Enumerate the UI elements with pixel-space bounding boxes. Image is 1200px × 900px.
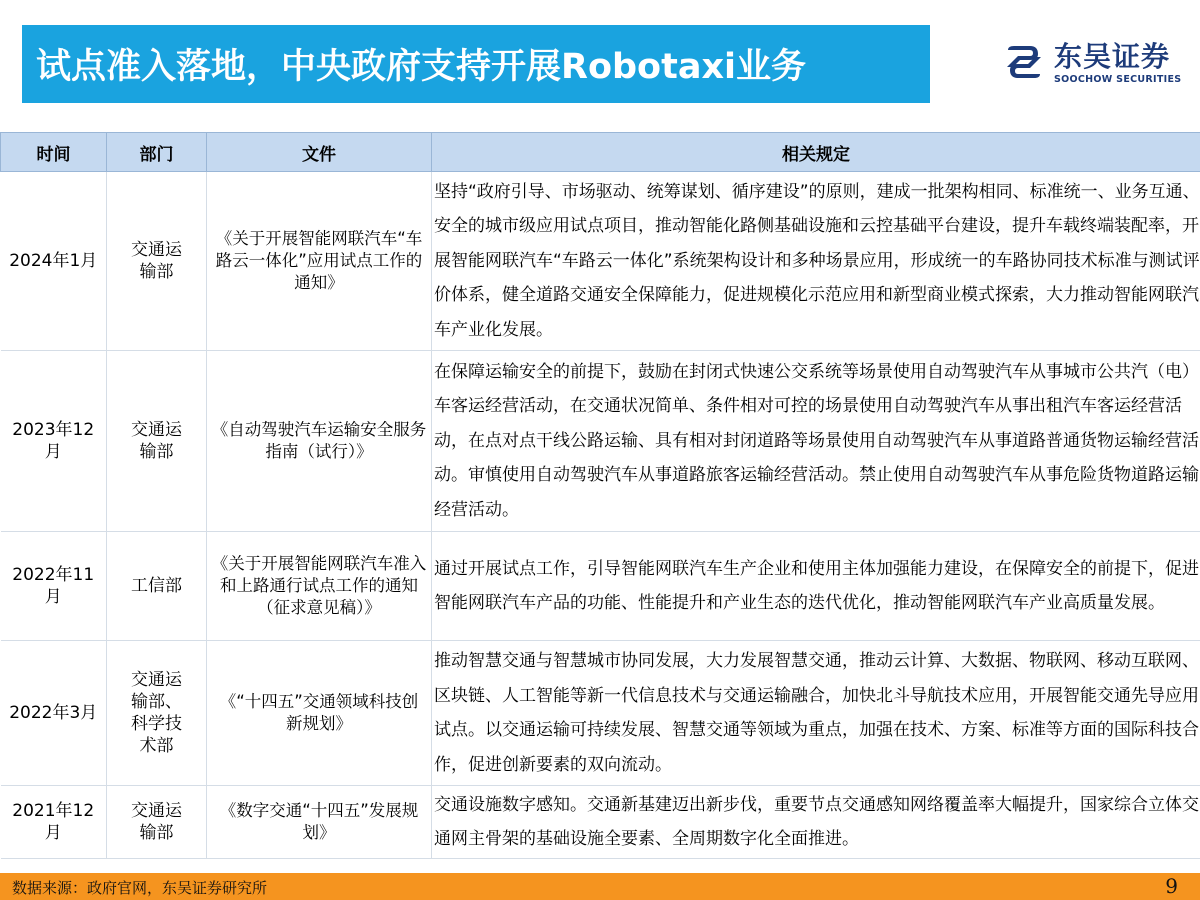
cell-dept: 交通运输部 — [107, 351, 207, 532]
logo-cn-text: 东吴证券 — [1054, 40, 1171, 73]
table-row — [1, 641, 1200, 786]
cell-rule: 交通设施数字感知。交通新基建迈出新步伐，重要节点交通感知网络覆盖率大幅提升，国家综合立体交通网主骨架的基础设施全要素、全周期数字化全面推进。 — [432, 786, 1200, 859]
cell-dept: 交通运输部、科学技术部 — [107, 641, 207, 786]
cell-rule: 坚持“政府引导、市场驱动、统筹谋划、循序建设”的原则，建成一批架构相同、标准统一、业务互通、安全的城市级应用试点项目，推动智能化路侧基础设施和云控基础平台建设，提升车载终端装配率，开展智能网联汽车“车路云一体化”系统架构设计和多种场景应用，形成统一的车路协同技术标准与测试评价体系，健全道路交通安全保障能力，促进规模化示范应用和新型商业模式探索，大力推动智能网联汽车产业化发展。 — [432, 172, 1200, 351]
cell-time: 2022年11月 — [1, 532, 107, 641]
cell-dept: 交通运输部 — [107, 786, 207, 859]
cell-rule: 通过开展试点工作，引导智能网联汽车生产企业和使用主体加强能力建设，在保障安全的前提下，促进智能网联汽车产品的功能、性能提升和产业生态的迭代优化，推动智能网联汽车产业高质量发展。 — [432, 532, 1200, 641]
header-dept: 部门 — [107, 133, 207, 172]
table-row — [1, 351, 1200, 532]
table-row — [1, 172, 1200, 351]
cell-time: 2024年1月 — [1, 172, 107, 351]
table-header-row — [1, 133, 1200, 172]
header-time: 时间 — [1, 133, 107, 172]
soochow-logo-icon — [1004, 42, 1044, 82]
cell-doc: 《自动驾驶汽车运输安全服务指南（试行）》 — [207, 351, 432, 532]
cell-time: 2021年12月 — [1, 786, 107, 859]
title-bar — [22, 25, 930, 103]
page-title: 试点准入落地，中央政府支持开展Robotaxi业务 — [36, 47, 807, 87]
page-number: 9 — [1165, 874, 1178, 898]
cell-dept: 交通运输部 — [107, 172, 207, 351]
logo-en-text: SOOCHOW SECURITIES — [1054, 74, 1182, 85]
table-row — [1, 532, 1200, 641]
cell-rule: 在保障运输安全的前提下，鼓励在封闭式快速公交系统等场景使用自动驾驶汽车从事城市公共汽（电）车客运经营活动，在交通状况简单、条件相对可控的场景使用自动驾驶汽车从事出租汽车客运经营活动，在点对点干线公路运输、具有相对封闭道路等场景使用自动驾驶汽车从事道路普通货物运输经营活动。审慎使用自动驾驶汽车从事道路旅客运输经营活动。禁止使用自动驾驶汽车从事危险货物道路运输经营活动。 — [432, 351, 1200, 532]
policy-table — [0, 132, 1200, 859]
table-row — [1, 786, 1200, 859]
cell-doc: 《关于开展智能网联汽车准入和上路通行试点工作的通知（征求意见稿）》 — [207, 532, 432, 641]
cell-time: 2023年12月 — [1, 351, 107, 532]
cell-dept: 工信部 — [107, 532, 207, 641]
cell-rule: 推动智慧交通与智慧城市协同发展，大力发展智慧交通，推动云计算、大数据、物联网、移动互联网、区块链、人工智能等新一代信息技术与交通运输融合，加快北斗导航技术应用，开展智能交通先导应用试点。以交通运输可持续发展、智慧交通等领域为重点，加强在技术、方案、标准等方面的国际科技合作，促进创新要素的双向流动。 — [432, 641, 1200, 786]
data-source-note: 数据来源：政府官网，东吴证券研究所 — [12, 879, 268, 897]
cell-doc: 《关于开展智能网联汽车“车路云一体化”应用试点工作的通知》 — [207, 172, 432, 351]
cell-doc: 《数字交通“十四五”发展规划》 — [207, 786, 432, 859]
cell-time: 2022年3月 — [1, 641, 107, 786]
header-doc: 文件 — [207, 133, 432, 172]
brand-logo — [1000, 40, 1190, 90]
header-rule: 相关规定 — [432, 133, 1200, 172]
cell-doc: 《“十四五”交通领域科技创新规划》 — [207, 641, 432, 786]
footer-bar — [0, 873, 1200, 900]
